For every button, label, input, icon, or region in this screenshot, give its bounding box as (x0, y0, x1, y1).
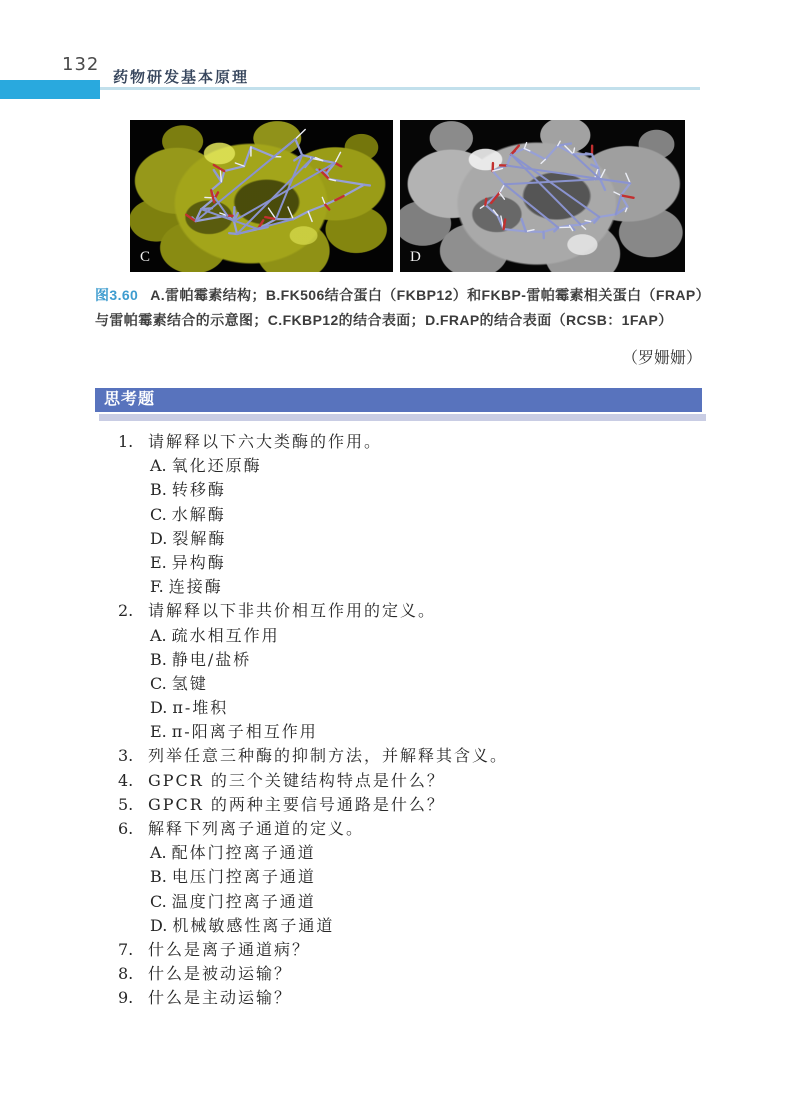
question-row (95, 817, 713, 841)
question-text: GPCR 的两种主要信号通路是什么？ (148, 794, 445, 814)
question-sub-letter: C. (150, 891, 167, 911)
question-sub-text: 氧化还原酶 (171, 456, 262, 476)
question-text: 列举任意三种酶的抑制方法，并解释其含义。 (148, 746, 509, 766)
question-sub-row (95, 696, 713, 720)
question-sub-text: 疏水相互作用 (171, 625, 280, 645)
question-sub-row (95, 720, 713, 744)
question-text: 什么是主动运输？ (148, 988, 293, 1008)
question-text: 什么是被动运输？ (148, 964, 293, 984)
panel-d-label: D (410, 249, 421, 265)
question-sub-letter: B. (150, 867, 167, 887)
question-text: 解释下列离子通道的定义。 (148, 819, 365, 838)
question-sub-text: 温度门控离子通道 (171, 891, 316, 911)
question-sub-row (95, 503, 713, 527)
question-sub-row (95, 551, 713, 575)
section-title: 思考题 (104, 391, 156, 408)
question-sub-letter: A. (150, 456, 167, 476)
question-number: 7. (118, 939, 134, 959)
figure-panels (130, 120, 685, 272)
header-rule (100, 87, 700, 90)
question-sub-text: 连接酶 (168, 577, 223, 597)
question-sub-text: 氢键 (171, 673, 208, 693)
question-sub-row (95, 672, 713, 696)
question-row (95, 430, 713, 454)
question-sub-letter: C. (150, 673, 167, 693)
question-number: 5. (118, 794, 134, 814)
question-sub-text: 机械敏感性离子通道 (172, 915, 335, 935)
figure-caption (95, 283, 713, 333)
question-sub-row (95, 890, 713, 914)
question-sub-row (95, 454, 713, 478)
section-header-strip (99, 414, 706, 421)
question-sub-letter: D. (150, 915, 168, 935)
header-accent-bar (0, 80, 100, 99)
question-row (95, 986, 713, 1010)
question-number: 2. (118, 601, 134, 621)
question-sub-letter: A. (150, 625, 167, 645)
question-sub-letter: E. (150, 722, 167, 742)
question-sub-letter: D. (150, 698, 168, 718)
question-number: 8. (118, 964, 134, 984)
book-title: 药物研发基本原理 (113, 69, 250, 86)
figure-panel-d (400, 120, 685, 272)
question-sub-row (95, 914, 713, 938)
figure-caption-text: A.雷帕霉素结构；B.FK506结合蛋白（FKBP12）和FKBP-雷帕霉素相关蛋白（FRAP）与雷帕霉素结合的示意图；C.FKBP12的结合表面；D.FRAP的结合表面（RCSB：1FAP） (95, 287, 711, 328)
question-sub-row (95, 527, 713, 551)
figure-credit: （罗姗姗） (621, 348, 702, 367)
question-sub-text: 水解酶 (171, 504, 226, 524)
question-sub-row (95, 575, 713, 599)
question-number: 3. (118, 746, 134, 766)
question-number: 1. (118, 432, 134, 451)
question-row (95, 599, 713, 623)
question-sub-letter: C. (150, 504, 167, 524)
question-sub-letter: B. (150, 480, 167, 500)
question-sub-letter: D. (150, 528, 168, 548)
question-sub-text: π-阳离子相互作用 (171, 722, 318, 742)
question-row (95, 793, 713, 817)
question-text: GPCR 的三个关键结构特点是什么？ (148, 770, 445, 790)
question-sub-text: π-堆积 (172, 698, 229, 718)
question-sub-letter: A. (150, 843, 167, 863)
figure-panel-c (130, 120, 393, 272)
question-sub-row (95, 624, 713, 648)
question-sub-text: 裂解酶 (172, 528, 227, 548)
question-number: 6. (118, 819, 134, 838)
question-number: 9. (118, 988, 134, 1008)
question-text: 请解释以下六大类酶的作用。 (148, 432, 383, 451)
molecule-sticks-c (130, 120, 393, 272)
question-sub-letter: F. (150, 577, 164, 597)
section-header-bar (95, 388, 702, 412)
question-sub-text: 转移酶 (171, 480, 226, 500)
question-text: 什么是离子通道病？ (148, 939, 311, 959)
molecule-sticks-d (400, 120, 685, 272)
question-sub-letter: B. (150, 649, 167, 669)
question-sub-text: 电压门控离子通道 (171, 867, 316, 887)
figure-caption-number: 图3.60 (95, 287, 139, 303)
question-row (95, 938, 713, 962)
question-row (95, 962, 713, 986)
question-sub-text: 配体门控离子通道 (171, 843, 316, 863)
question-sub-row (95, 648, 713, 672)
page-number: 132 (62, 54, 100, 75)
question-sub-text: 静电/盐桥 (171, 649, 252, 669)
question-number: 4. (118, 770, 134, 790)
question-sub-letter: E. (150, 552, 167, 572)
question-list (95, 430, 713, 1011)
question-sub-text: 异构酶 (171, 552, 226, 572)
question-row (95, 769, 713, 793)
question-row (95, 744, 713, 768)
question-sub-row (95, 478, 713, 502)
question-text: 请解释以下非共价相互作用的定义。 (148, 601, 437, 621)
question-sub-row (95, 865, 713, 889)
panel-c-label: C (140, 249, 151, 265)
question-sub-row (95, 841, 713, 865)
